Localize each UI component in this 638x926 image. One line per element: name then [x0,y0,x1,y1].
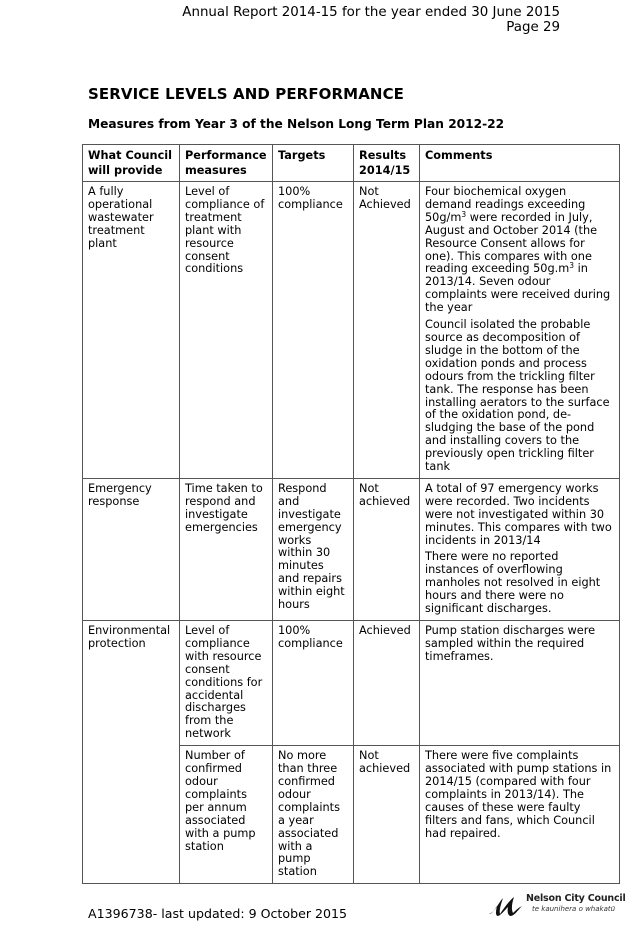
cell-provide: Emergency response [83,478,180,620]
cell-provide: Environmental protection [83,621,180,884]
logo-name: Nelson City Council [526,893,626,904]
performance-table [82,144,620,884]
cell-comment [420,478,620,620]
cell-target: No more than three confirmed odour complaints a year associated with a pump station [273,746,354,884]
cell-result: Not achieved [354,746,420,884]
comment-paragraph: A total of 97 emergency works were recorded. Two incidents were not investigated within 30 minutes. This compares with two incidents in 2013/14 [425,481,612,547]
col-header-measures: Performance measures [180,145,273,182]
cell-result: Not achieved [354,478,420,620]
cell-result: Not Achieved [354,182,420,479]
section-title: SERVICE LEVELS AND PERFORMANCE [88,85,405,103]
cell-provide: A fully operational wastewater treatment plant [83,182,180,479]
col-header-provide: What Council will provide [83,145,180,182]
subtitle: Measures from Year 3 of the Nelson Long Term Plan 2012-22 [88,117,505,131]
cell-result: Achieved [354,621,420,746]
nelson-city-council-logo-icon [487,894,525,918]
superscript: 3 [461,209,467,219]
comment-paragraph: There were no reported instances of overflowing manholes not resolved in eight hours and there were no significant discharges. [425,550,601,616]
cell-target: 100% compliance [273,182,354,479]
cell-comment: There were five complaints associated with pump stations in 2014/15 (compared with four complaints in 2013/14). The causes of these were faulty filters and fans, which Council had repaired. [420,746,620,884]
comment-text: in 2013/14. Seven odour complaints were received during the year [425,262,611,315]
page-header [182,5,560,35]
council-logo [487,893,627,919]
cell-target: 100% compliance [273,621,354,746]
cell-target: Respond and investigate emergency works within 30 minutes and repairs within eight hours [273,478,354,620]
cell-measure: Level of compliance with resource consent conditions for accidental discharges from the network [180,621,273,746]
footer-doc-id: A1396738- last updated: 9 October 2015 [88,906,348,921]
cell-comment: Pump station discharges were sampled within the required timeframes. [420,621,620,746]
table-row [83,621,620,746]
col-header-targets: Targets [273,145,354,182]
cell-measure: Time taken to respond and investigate emergencies [180,478,273,620]
table-header-row [83,145,620,182]
report-title: Annual Report 2014-15 for the year ended 30 June 2015 [182,5,560,20]
col-header-results: Results 2014/15 [354,145,420,182]
comment-paragraph: Council isolated the probable source as decomposition of sludge in the bottom of the oxidation ponds and process odours from the trickling filter tank. The response has been installing aerators to the surface of the oxidation pond, de-sludging the base of the pond and installing covers to the previously open trickling filter tank [425,318,610,474]
cell-comment [420,182,620,479]
cell-measure: Number of confirmed odour complaints per annum associated with a pump station [180,746,273,884]
comment-text: were recorded in July, August and October 2014 (the Resource Consent allows for one). This compares with one reading exceeding 50g.m [425,210,598,276]
cell-measure: Level of compliance of treatment plant with resource consent conditions [180,182,273,479]
col-header-comments: Comments [420,145,620,182]
page-number: Page 29 [506,20,560,35]
superscript: 3 [569,261,575,271]
comment-text: Four biochemical oxygen demand readings exceeding 50g/m [425,185,586,224]
table-row [83,182,620,479]
comment-paragraph [425,186,614,315]
logo-tagline: te kaunihera o whakatū [532,905,616,913]
table-row [83,478,620,620]
